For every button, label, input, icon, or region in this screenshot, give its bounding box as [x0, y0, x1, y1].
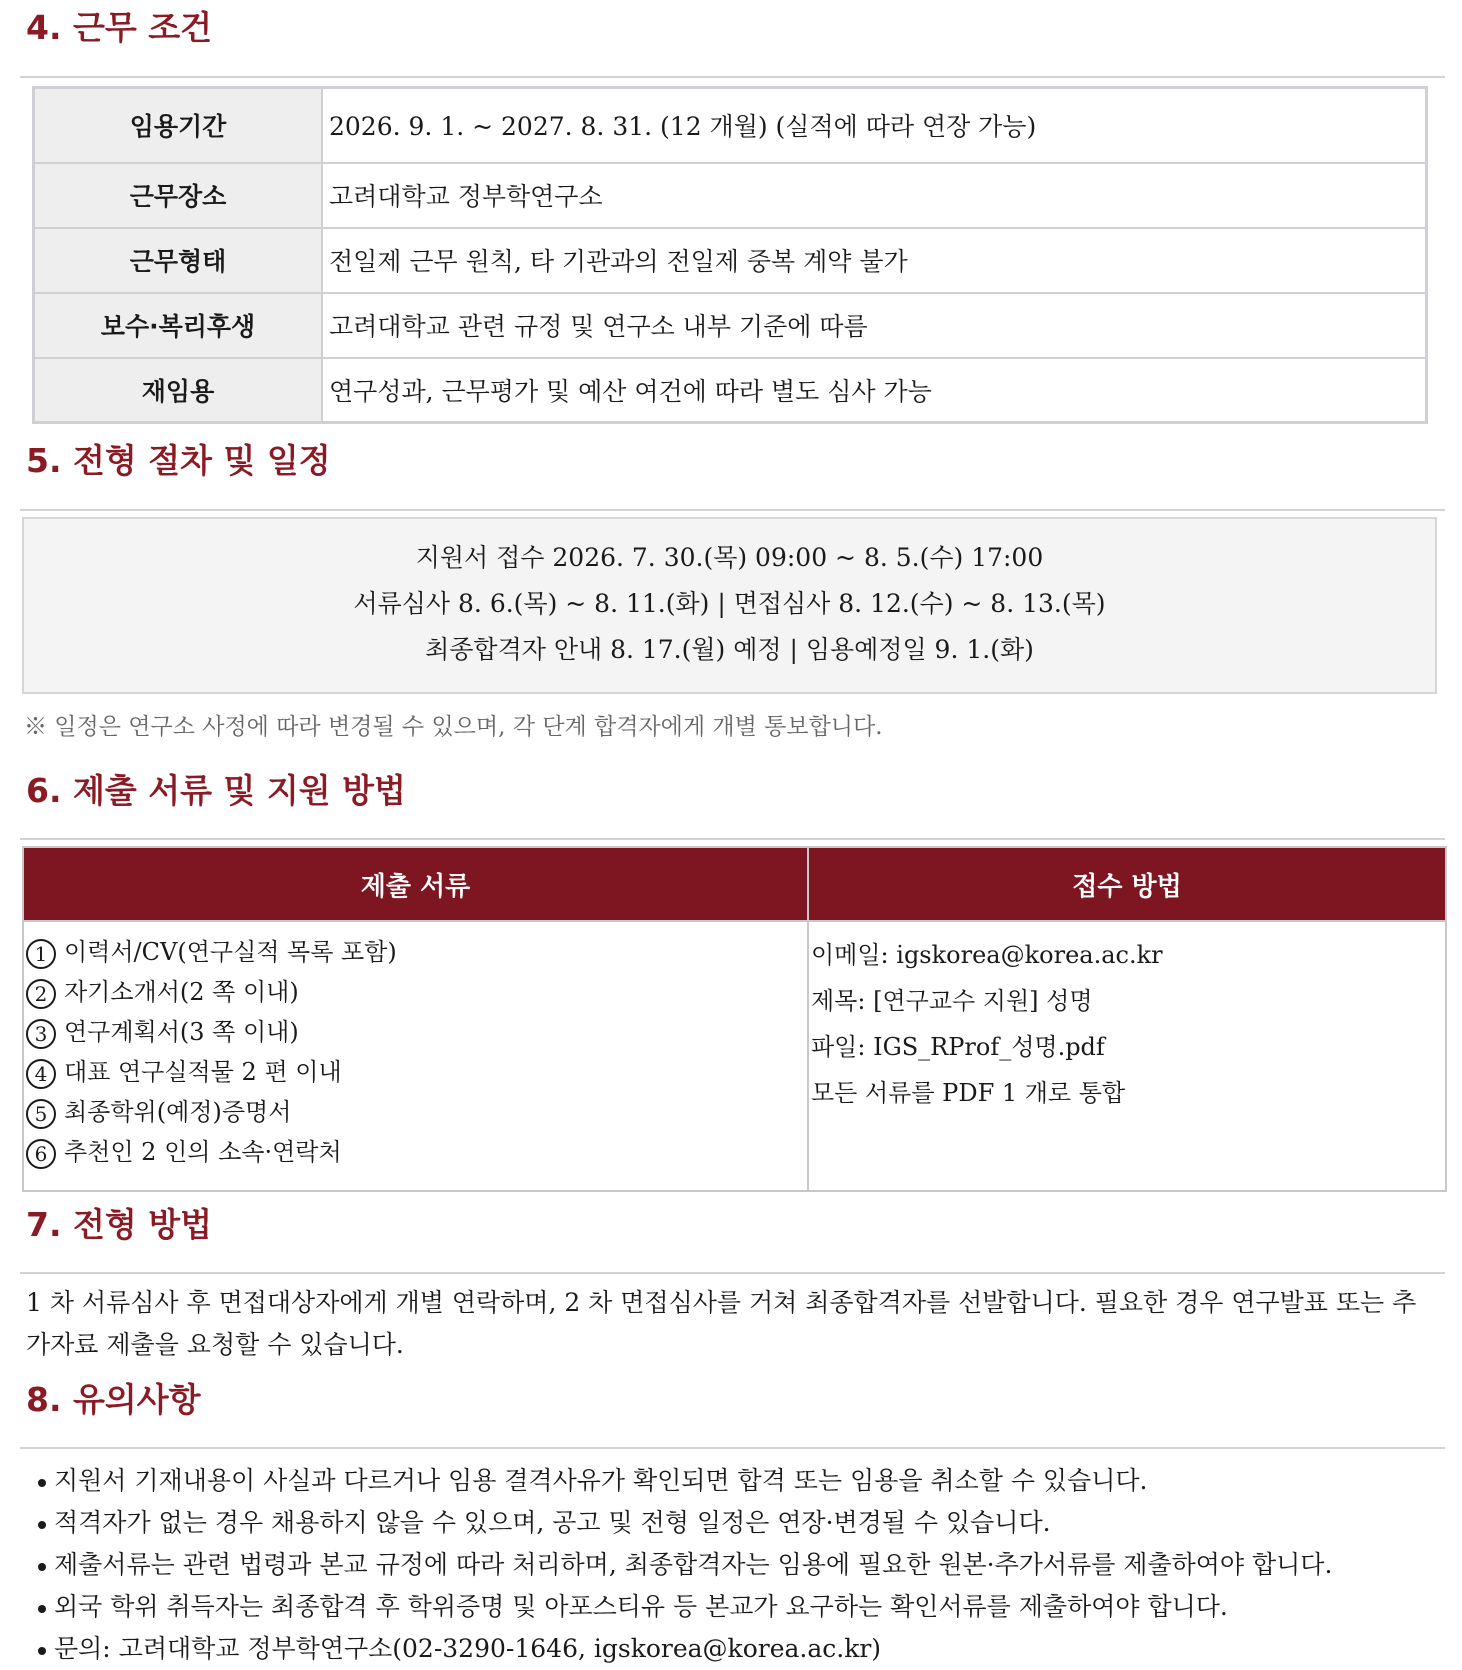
schedule-line: 지원서 접수 2026. 7. 30.(목) 09:00 ~ 8. 5.(수) 17:00 [415, 543, 1044, 572]
row-label: 근무형태 [34, 228, 323, 293]
method-list [811, 932, 1445, 1116]
list-item [26, 932, 807, 972]
row-value: 연구성과, 근무평가 및 예산 여건에 따라 별도 심사 가능 [322, 358, 1427, 423]
divider [20, 1272, 1445, 1274]
section-5-title: 5. 전형 절차 및 일정 [26, 441, 331, 480]
number-badge: 3 [26, 1019, 56, 1049]
number-badge: 4 [26, 1059, 56, 1089]
list-item [38, 1544, 1332, 1586]
col-header-method: 접수 방법 [808, 847, 1446, 921]
schedule-line: 최종합격자 안내 8. 17.(월) 예정 | 임용예정일 9. 1.(화) [425, 635, 1034, 664]
bullet-icon [38, 1563, 46, 1571]
doc-text: 대표 연구실적물 2 편 이내 [64, 1058, 342, 1086]
number-badge: 2 [26, 979, 56, 1009]
work-conditions-table [32, 86, 1428, 424]
row-label: 보수·복리후생 [34, 293, 323, 358]
method-merge-note: 모든 서류를 PDF 1 개로 통합 [811, 1079, 1126, 1107]
selection-method-text: 1 차 서류심사 후 면접대상자에게 개별 연락하며, 2 차 면접심사를 거쳐 최종합격자를 선발합니다. 필요한 경우 연구발표 또는 추가자료 제출을 요청할 수 있습니다. [26, 1288, 1417, 1359]
table-header-row [23, 847, 1446, 921]
documents-table [22, 846, 1447, 1192]
schedule-note: ※ 일정은 연구소 사정에 따라 변경될 수 있으며, 각 단계 합격자에게 개별 통보합니다. [24, 714, 883, 740]
notice-list [38, 1460, 1332, 1670]
row-value: 2026. 9. 1. ~ 2027. 8. 31. (12 개월) (실적에 따라 연장 가능) [322, 88, 1427, 163]
table-row [34, 163, 1427, 228]
row-label: 근무장소 [34, 163, 323, 228]
doc-text: 이력서/CV(연구실적 목록 포함) [64, 938, 397, 966]
method-email: 이메일: igskorea@korea.ac.kr [811, 941, 1163, 969]
method-cell [808, 921, 1446, 1191]
doc-text: 추천인 2 인의 소속·연락처 [64, 1138, 342, 1166]
doc-text: 자기소개서(2 쪽 이내) [64, 978, 299, 1006]
list-item [26, 1012, 807, 1052]
list-item [38, 1502, 1332, 1544]
notice-text: 지원서 기재내용이 사실과 다르거나 임용 결격사유가 확인되면 합격 또는 임용을 취소할 수 있습니다. [54, 1466, 1148, 1495]
row-value: 고려대학교 정부학연구소 [322, 163, 1427, 228]
col-header-docs: 제출 서류 [23, 847, 808, 921]
list-item [26, 1052, 807, 1092]
section-7-title: 7. 전형 방법 [26, 1205, 212, 1244]
notice-text: 외국 학위 취득자는 최종합격 후 학위증명 및 아포스티유 등 본교가 요구하는 확인서류를 제출하여야 합니다. [54, 1592, 1228, 1621]
table-row [34, 88, 1427, 163]
list-item [38, 1628, 1332, 1670]
divider [20, 509, 1445, 511]
bullet-icon [38, 1521, 46, 1529]
schedule-box [22, 517, 1437, 694]
method-filename: 파일: IGS_RProf_성명.pdf [811, 1033, 1105, 1061]
table-row [34, 228, 1427, 293]
number-badge: 1 [26, 939, 56, 969]
doc-text: 연구계획서(3 쪽 이내) [64, 1018, 299, 1046]
notice-text: 적격자가 없는 경우 채용하지 않을 수 있으며, 공고 및 전형 일정은 연장·변경될 수 있습니다. [54, 1508, 1051, 1537]
method-subject: 제목: [연구교수 지원] 성명 [811, 987, 1093, 1015]
list-item [38, 1586, 1332, 1628]
row-label: 재임용 [34, 358, 323, 423]
list-item [26, 972, 807, 1012]
table-row [23, 921, 1446, 1191]
number-badge: 5 [26, 1099, 56, 1129]
divider [20, 76, 1445, 78]
list-item [38, 1460, 1332, 1502]
doc-text: 최종학위(예정)증명서 [64, 1098, 292, 1126]
documents-cell [23, 921, 808, 1191]
bullet-icon [38, 1605, 46, 1613]
divider [20, 1447, 1445, 1449]
bullet-icon [38, 1647, 46, 1655]
notice-text: 제출서류는 관련 법령과 본교 규정에 따라 처리하며, 최종합격자는 임용에 필요한 원본·추가서류를 제출하여야 합니다. [54, 1550, 1333, 1579]
table-row [34, 358, 1427, 423]
row-value: 전일제 근무 원칙, 타 기관과의 전일제 중복 계약 불가 [322, 228, 1427, 293]
section-6-title: 6. 제출 서류 및 지원 방법 [26, 771, 406, 810]
list-item [26, 1132, 807, 1172]
section-8-title: 8. 유의사항 [26, 1380, 201, 1419]
notice-text: 문의: 고려대학교 정부학연구소(02-3290-1646, igskorea@korea.ac.kr) [54, 1634, 882, 1663]
divider [20, 838, 1445, 840]
section-4-title: 4. 근무 조건 [26, 8, 212, 47]
number-badge: 6 [26, 1139, 56, 1169]
table-row [34, 293, 1427, 358]
documents-list [26, 932, 807, 1172]
schedule-line: 서류심사 8. 6.(목) ~ 8. 11.(화) | 면접심사 8. 12.(수) ~ 8. 13.(목) [353, 589, 1106, 618]
row-value: 고려대학교 관련 규정 및 연구소 내부 기준에 따름 [322, 293, 1427, 358]
bullet-icon [38, 1479, 46, 1487]
row-label: 임용기간 [34, 88, 323, 163]
list-item [26, 1092, 807, 1132]
